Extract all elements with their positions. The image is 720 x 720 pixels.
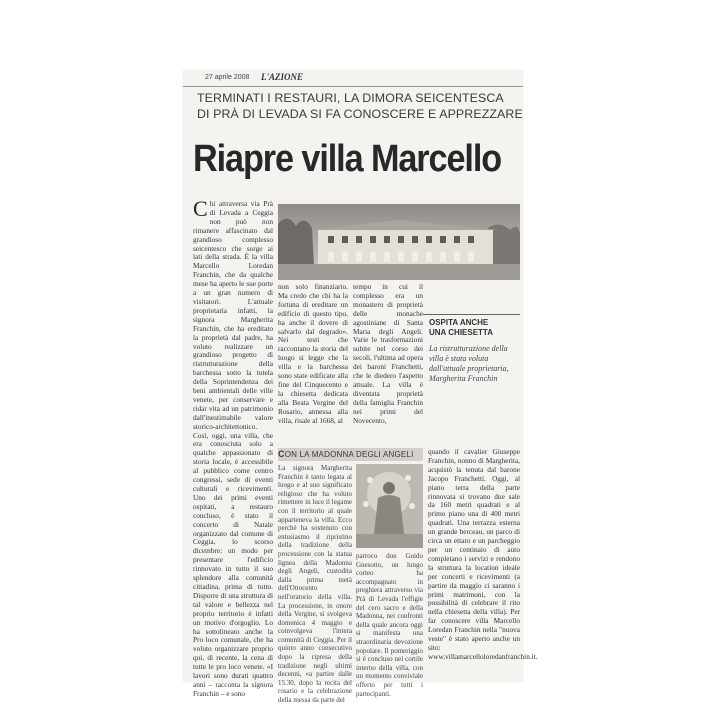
madonna-banner bbox=[278, 448, 423, 461]
madonna-banner-initial: C bbox=[278, 449, 285, 459]
drop-cap: C bbox=[193, 196, 208, 221]
madonna-column-1: La signora Margherita Franchin è tanto legata al luogo e al suo significato religioso che ha voluto rimettere in luce il legame con il territorio al quale apparteneva la villa. Ecco perché ha sostenuto con entusiasmo il ripristino della tradizione della processione con la statua lignea della Madonna degli Angeli, custodita dalla prima metà dell'Ottocento nell'oratorio della villa. La processione, in onore della Vergine, si svolgeva domenica 4 maggio e coinvolgeva l'intera comunità di Ceggia. Per il quinto anno consecutivo dopo la ripresa della tradizione negli ultimi decenni, «a partire dalle 15.30, dopo la recita del rosario e la celebrazione della messa da parte del bbox=[278, 464, 352, 705]
kicker-line-1: TERMINATI I RESTAURI, LA DIMORA SEICENTESCA bbox=[197, 91, 504, 105]
headline: Riapre villa Marcello bbox=[193, 138, 502, 180]
madonna-section bbox=[278, 448, 423, 705]
sidebar-rule bbox=[423, 314, 520, 315]
sidebar-title-line-1: OSPITA ANCHE bbox=[429, 318, 489, 327]
article-column-1 bbox=[193, 196, 273, 698]
article-column-2: non solo finanziario. Ma credo che chi ha la fortuna di ereditare un edificio di questo tipo, ha anche il dovere di salvarlo dal degrado». Nei testi che raccontano la storia del luogo si legge che la villa e la barchessa sono state edificate alla fine del Cinquecento e la chiesetta dedicata alla Beata Vergine del Rosario, annessa alla villa, risale al 1668, al bbox=[278, 282, 348, 425]
issue-date: 27 aprile 2008 bbox=[205, 74, 250, 81]
madonna-column-2: parroco don Guido Gnesotto, un lungo corteo ha accompagnato in preghiera attraverso via Prà di Levada l'effigie del cero sacro e della Madonna, nei confronti della quale ancora oggi si manifesta una straordinaria devozione popolare. Il pomeriggio si è concluso nel cortile interno della villa, con un momento conviviale offerto per tutti i partecipanti. bbox=[356, 552, 423, 698]
kicker-line-2: DI PRÀ DI LEVADA SI FA CONOSCERE E APPREZZARE bbox=[197, 107, 523, 121]
article-column-4: quando il cavalier Giuseppe Franchin, nonno di Margherita, acquistò la tenuta dal barone Jacopo Franchetti. Oggi, al piano terra della parte rinnovata si trovano due sale da 160 metri quadrati e al primo piano una di 400 metri quadrati. Una terrazza esterna un grande berceau, un parco di circa un ettaro e un parcheggio per un centinaio di auto completano i servizi e rendono la struttura la location ideale per concerti e ricevimenti (a partire da maggio ci saranno i primi matrimoni, con la possibilità di celebrare il rito nella chiesetta della villa). Per far conoscere villa Marcello Loredan Franchin nella "nuova veste" è stato aperto anche un sito: www.villamarcelloloredanfranchin.it. bbox=[428, 447, 538, 661]
masthead: L'AZIONE bbox=[261, 72, 304, 82]
madonna-statue-photo bbox=[356, 464, 423, 548]
article-column-1-text: hi attraversa via Prà di Levada a Ceggia non può non rimanere affascinato dal grandioso complesso seicentesco che sorge ai lati della strada. È la villa Marcello Loredan Franchin, che da qualche mese ha aperto le sue porte a un gran numero di visitatori. L'attuale proprietaria infatti, la signora Margherita Franchin, che ha ereditato la proprietà dal padre, ha voluto realizzare un grandioso progetto di ristrutturazione della barchessa sotto la tutela della Soprintendenza dei beni ambientali delle ville venete, per conservare e ridar vita ad un patrimonio dall'inestimabile valore storico-architettonico. Così, oggi, una villa, che era conosciuta solo a qualche appassionato di storia locale, è accessibile al pubblico come centro congressi, sede di eventi culturali e ricevimenti. Uno dei primi eventi ospitati, a restauro concluso, è stato il concerto di Natale organizzato dal comune di Ceggia, lo scorso dicembre: un modo per presentare l'edificio rinnovato in tutto il suo splendore alla comunità cittadina, prima di tutto. Disporre di una struttura di tal valore e bellezza nel proprio territorio è infatti un motivo d'orgoglio. Lo ha sottolineato anche la Pro loco comunale, che ha voluto organizzare proprio qui, di recente, la cena di tutte le pro loco venete. «I lavori sono durati quattro anni – racconta la signora Franchin – e sono bbox=[193, 199, 273, 698]
villa-photo bbox=[278, 204, 520, 280]
newspaper-page bbox=[183, 70, 538, 705]
photo-caption: La ristrutturazione della villa è stata voluta dall'attuale proprietaria, Margherita Franchin bbox=[429, 344, 509, 383]
villa-photo-drawing bbox=[278, 204, 520, 280]
article-column-3: tempo in cui il complesso era un monastero di proprietà delle monache agostiniane di Santa Maria degli Angeli. Varie le trasformazioni subite nel corso dei secoli, l'ultima ad opera dei baroni Franchetti, che le diedero l'aspetto attuale. La villa è diventata proprietà della famiglia Franchin nei primi del Novecento, bbox=[353, 282, 423, 425]
sidebar-title-line-2: UNA CHIESETTA bbox=[429, 328, 493, 337]
madonna-statue-drawing bbox=[356, 464, 423, 548]
sidebar-box bbox=[423, 314, 520, 444]
madonna-banner-text: ON LA MADONNA DEGLI ANGELI bbox=[284, 450, 414, 459]
kicker bbox=[197, 90, 523, 122]
page-header bbox=[183, 70, 523, 87]
